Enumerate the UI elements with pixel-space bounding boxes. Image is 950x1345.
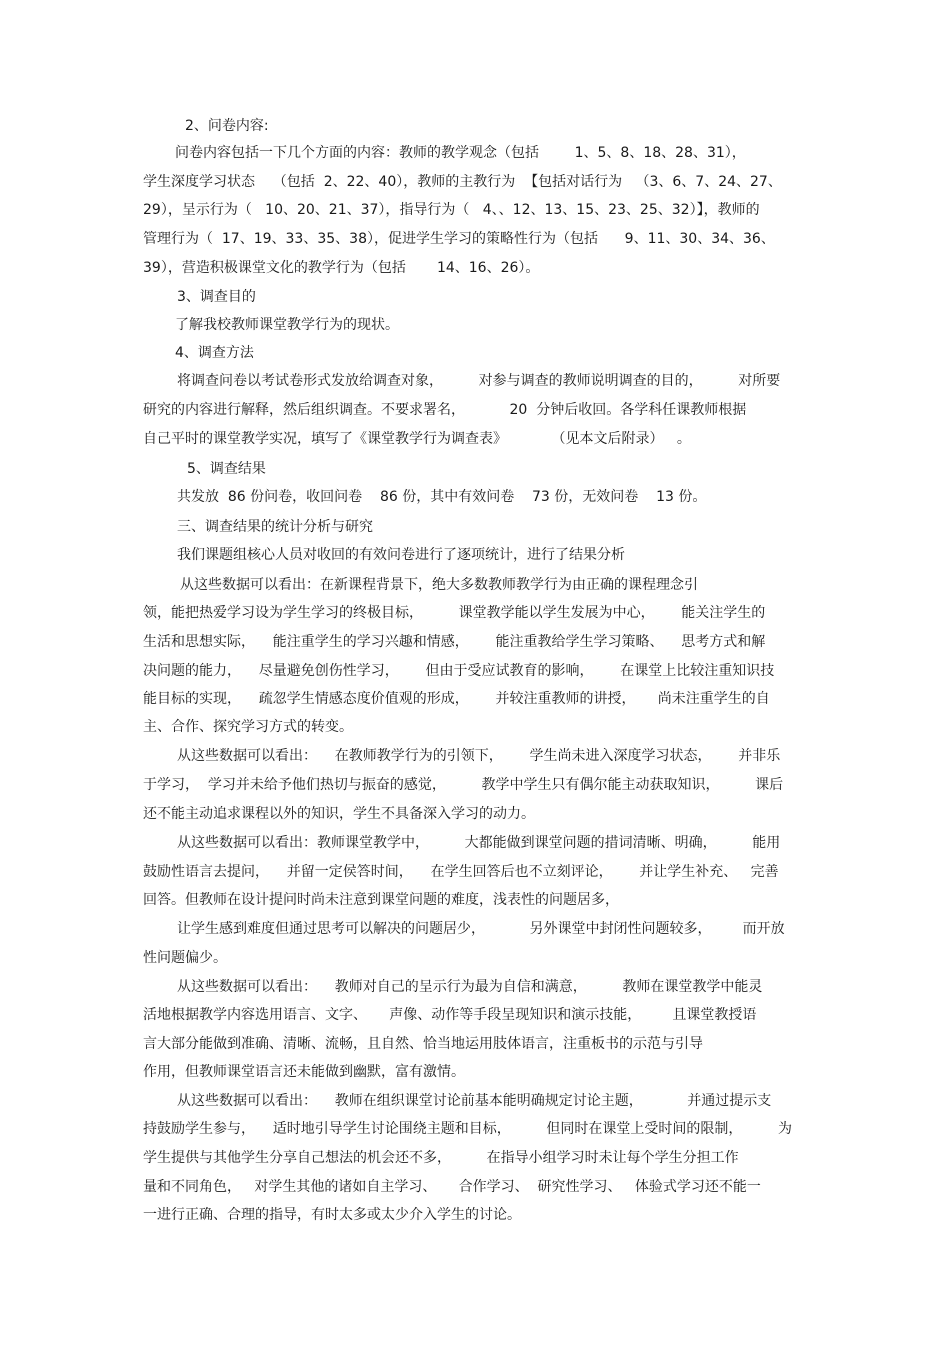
- text-line: 学生深度学习状态 （包括 2、22、40），教师的主教行为 【包括对话行为 （3、6、7、24、27、: [143, 174, 782, 190]
- text-line: 作用，但教师课堂语言还未能做到幽默，富有激情。: [143, 1064, 465, 1080]
- text-line: 29），呈示行为（ 10、20、21、37），指导行为（ 4、、12、13、15、23、25、32）】，教师的: [143, 202, 760, 218]
- text-line: 于学习， 学习并未给予他们热切与振奋的感觉， 教学中学生只有偶尔能主动获取知识， 课后: [143, 777, 784, 793]
- text-line: 2、问卷内容:: [185, 118, 269, 134]
- text-line: 还不能主动追求课程以外的知识，学生不具备深入学习的动力。: [143, 806, 535, 822]
- text-line: 我们课题组核心人员对收回的有效问卷进行了逐项统计，进行了结果分析: [177, 547, 625, 563]
- text-line: 从这些数据可以看出： 教师在组织课堂讨论前基本能明确规定讨论主题， 并通过提示支: [177, 1093, 772, 1109]
- text-line: 3、调查目的: [177, 289, 256, 305]
- text-line: 决问题的能力， 尽量避免创伤性学习， 但由于受应试教育的影响， 在课堂上比较注重知识技: [143, 663, 775, 679]
- text-line: 能目标的实现， 疏忽学生情感态度价值观的形成， 并较注重教师的讲授， 尚未注重学生的自: [143, 691, 770, 707]
- text-line: 5、调查结果: [187, 461, 266, 477]
- text-line: 问卷内容包括一下几个方面的内容：教师的教学观念（包括 1、5、8、18、28、31），: [175, 145, 746, 161]
- text-line: 活地根据教学内容选用语言、文字、 声像、动作等手段呈现知识和演示技能， 且课堂教授语: [143, 1007, 757, 1023]
- text-line: 将调查问卷以考试卷形式发放给调查对象， 对参与调查的教师说明调查的目的， 对所要: [177, 373, 781, 389]
- text-line: 从这些数据可以看出： 教师对自己的呈示行为最为自信和满意， 教师在课堂教学中能灵: [177, 979, 763, 995]
- text-line: 生活和思想实际， 能注重学生的学习兴趣和情感， 能注重教给学生学习策略、 思考方式和解: [143, 634, 766, 650]
- text-line: 共发放 86 份问卷，收回问卷 86 份，其中有效问卷 73 份，无效问卷 13 份。: [177, 489, 707, 505]
- text-line: 了解我校教师课堂教学行为的现状。: [175, 317, 399, 333]
- text-line: 管理行为（ 17、19、33、35、38），促进学生学习的策略性行为（包括 9、11、30、34、36、: [143, 231, 775, 247]
- text-line: 言大部分能做到准确、清晰、流畅，且自然、恰当地运用肢体语言，注重板书的示范与引导: [143, 1036, 703, 1052]
- text-line: 持鼓励学生参与， 适时地引导学生讨论围绕主题和目标， 但同时在课堂上受时间的限制， 为: [143, 1121, 793, 1137]
- text-line: 自己平时的课堂教学实况，填写了《课堂教学行为调查表》 （见本文后附录） 。: [143, 431, 691, 447]
- text-line: 从这些数据可以看出：在新课程背景下，绝大多数教师教学行为由正确的课程理念引: [180, 577, 698, 593]
- text-line: 鼓励性语言去提问， 并留一定侯答时间， 在学生回答后也不立刻评论， 并让学生补充、 完善: [143, 864, 779, 880]
- text-line: 量和不同角色， 对学生其他的诸如自主学习、 合作学习、 研究性学习、 体验式学习还不能一: [143, 1179, 761, 1195]
- text-line: 学生提供与其他学生分享自己想法的机会还不多， 在指导小组学习时未让每个学生分担工作: [143, 1150, 739, 1166]
- text-line: 回答。但教师在设计提问时尚未注意到课堂问题的难度，浅表性的问题居多，: [143, 892, 619, 908]
- text-line: 从这些数据可以看出：教师课堂教学中， 大都能做到课堂问题的措词清晰、明确， 能用: [177, 835, 781, 851]
- text-line: 4、调查方法: [175, 345, 254, 361]
- text-line: 一进行正确、合理的指导，有时太多或太少介入学生的讨论。: [143, 1207, 521, 1223]
- text-line: 让学生感到难度但通过思考可以解决的问题居少， 另外课堂中封闭性问题较多， 而开放: [177, 921, 785, 937]
- text-line: 三、调查结果的统计分析与研究: [177, 519, 373, 535]
- text-line: 从这些数据可以看出： 在教师教学行为的引领下， 学生尚未进入深度学习状态， 并非乐: [177, 748, 781, 764]
- text-line: 性问题偏少。: [143, 950, 227, 966]
- text-line: 领，能把热爱学习设为学生学习的终极目标， 课堂教学能以学生发展为中心， 能关注学生的: [143, 605, 766, 621]
- text-line: 39），营造积极课堂文化的教学行为（包括 14、16、26）。: [143, 260, 540, 276]
- text-line: 主、合作、探究学习方式的转变。: [143, 719, 353, 735]
- text-line: 研究的内容进行解释，然后组织调查。不要求署名， 20 分钟后收回。各学科任课教师根据: [143, 402, 747, 418]
